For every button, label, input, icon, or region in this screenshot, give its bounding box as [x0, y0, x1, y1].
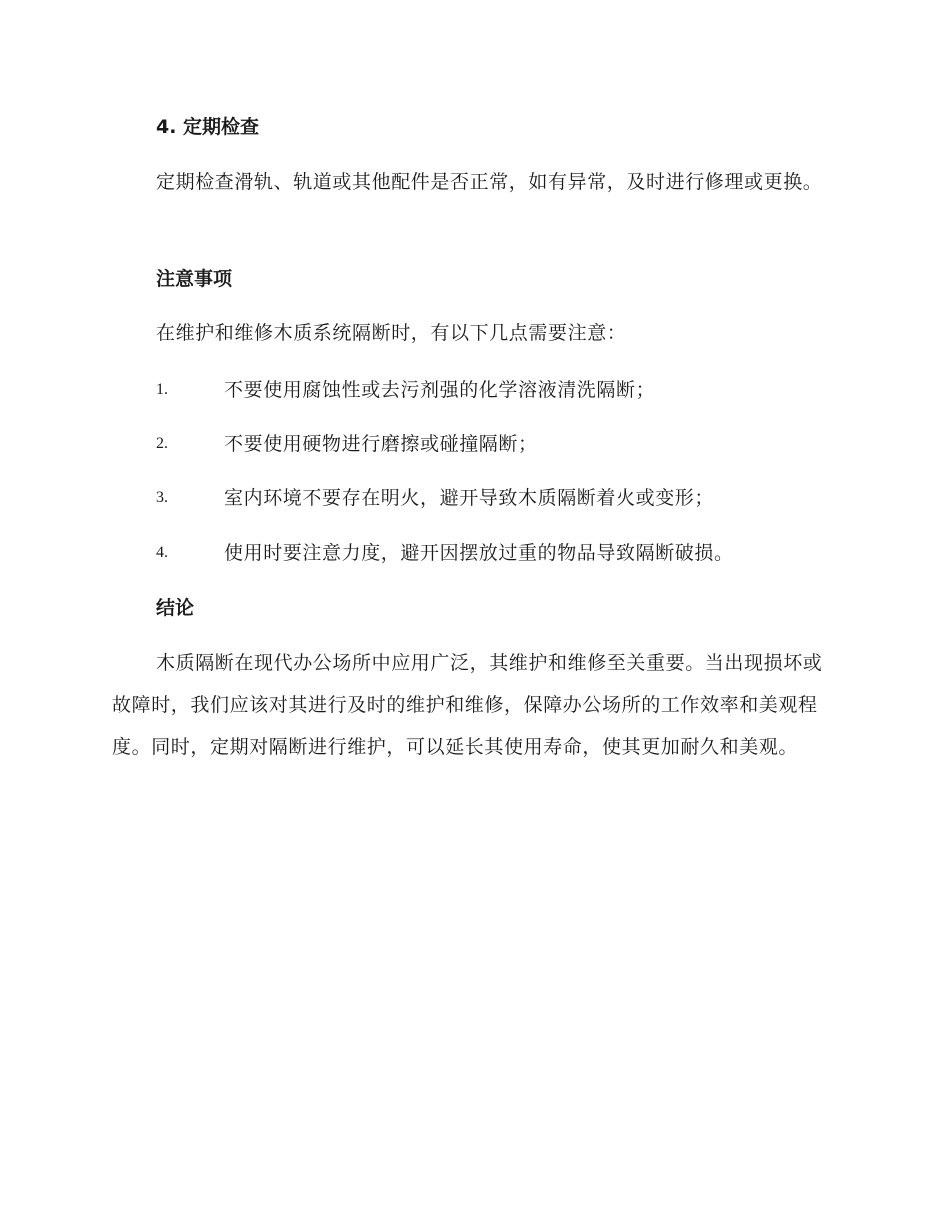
list-item-number: 4. — [156, 544, 168, 561]
list-item-text: 不要使用腐蚀性或去污剂强的化学溶液清洗隔断； — [224, 379, 656, 401]
list-item-number: 3. — [156, 489, 168, 506]
paragraph-notes-intro: 在维护和维修木质系统隔断时，有以下几点需要注意： — [156, 322, 627, 344]
paragraph-conclusion: 木质隔断在现代办公场所中应用广泛，其维护和维修至关重要。当出现损坏或故障时，我们应该对其进行及时的维护和维修，保障办公场所的工作效率和美观程度。同时，定期对隔断进行维护，可以延长其使用寿命，使其更加耐久和美观。 — [112, 652, 823, 758]
list-item-text: 不要使用硬物进行磨擦或碰撞隔断； — [224, 433, 538, 455]
section-heading-periodic-check: 4. 定期检查 — [156, 116, 260, 138]
list-item-number: 2. — [156, 435, 168, 452]
section-heading-notes: 注意事项 — [156, 268, 233, 290]
list-item-text: 使用时要注意力度，避开因摆放过重的物品导致隔断破损。 — [224, 542, 734, 564]
paragraph-periodic-check: 定期检查滑轨、轨道或其他配件是否正常，如有异常，及时进行修理或更换。 — [156, 171, 823, 193]
list-item-number: 1. — [156, 381, 168, 398]
section-heading-conclusion: 结论 — [156, 597, 195, 619]
list-item-text: 室内环境不要存在明火，避开导致木质隔断着火或变形； — [224, 487, 715, 509]
